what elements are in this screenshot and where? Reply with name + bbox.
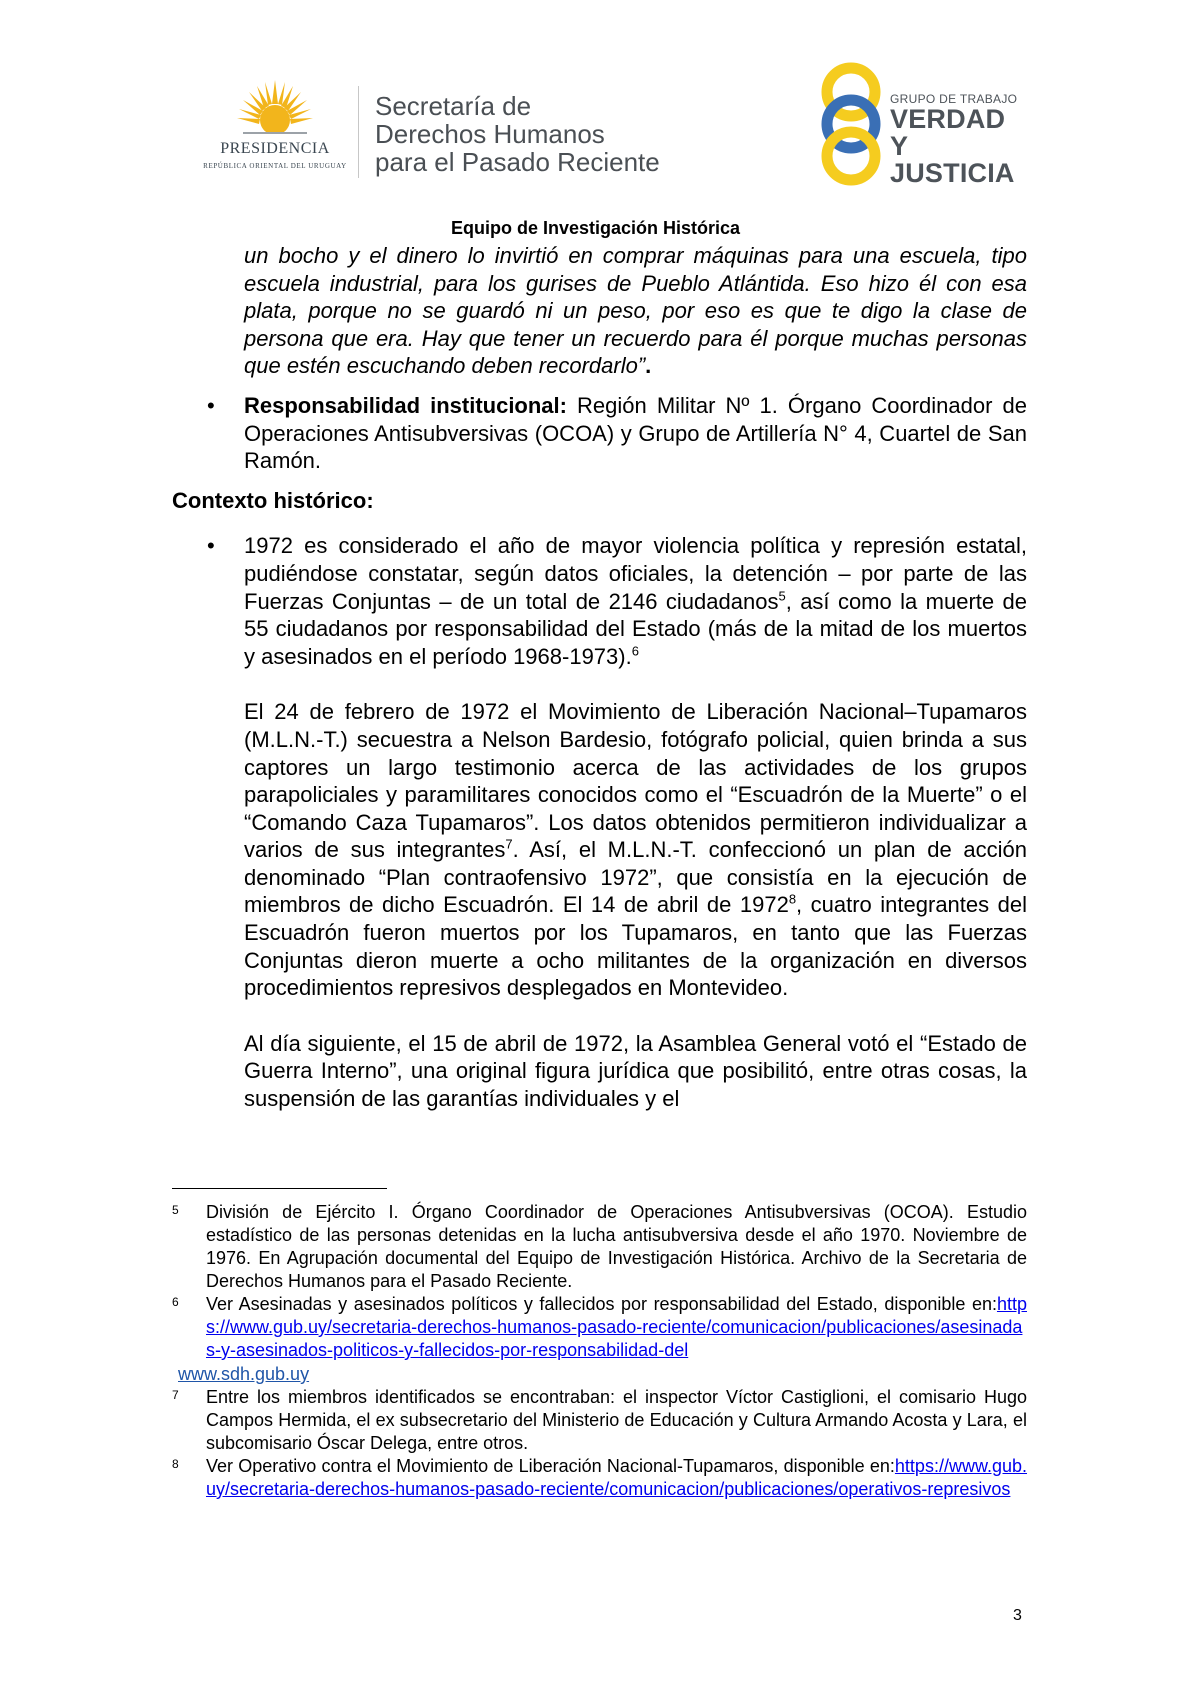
secretaria-line-2: Derechos Humanos	[375, 119, 605, 149]
footnote-text: Ver Asesinadas y asesinados políticos y fallecidos por responsabilidad del Estado, disponible en:	[206, 1294, 997, 1314]
secretaria-logo-text	[375, 92, 660, 176]
footnote-ref-6[interactable]: 6	[631, 643, 639, 659]
testimony-quote	[244, 242, 1027, 380]
bullet-icon: •	[207, 392, 215, 418]
sun-icon	[235, 78, 315, 140]
presidencia-logo	[195, 78, 355, 183]
bullet-icon: •	[207, 533, 215, 559]
footnote-ref-8[interactable]: 8	[788, 892, 797, 908]
footnotes	[172, 1201, 1027, 1501]
secretaria-line-3: para el Pasado Reciente	[375, 147, 660, 177]
footnote-8	[172, 1455, 1027, 1501]
footnote-ref-5[interactable]: 5	[778, 588, 786, 604]
footnote-5	[172, 1201, 1027, 1293]
footnote-text: Entre los miembros identificados se encontraban: el inspector Víctor Castiglioni, el comisario Hugo Campos Hermida, el ex subsecretario del Ministerio de Educación y Cultura Armando Acosta y Lara, el subcomisario Óscar Delega, entre otros.	[206, 1387, 1027, 1453]
sdh-site-link[interactable]: www.sdh.gub.uy	[178, 1364, 310, 1384]
team-title: Equipo de Investigación Histórica	[450, 218, 741, 238]
footnote-8-link[interactable]: https://www.gub.uy/secretaria-derechos-humanos-pasado-reciente/comunicacion/publicaciones/operativos-represivos	[206, 1456, 1027, 1499]
footnote-number: 8	[172, 1457, 179, 1471]
quote-text: un bocho y el dinero lo invirtió en comprar máquinas para una escuela, tipo escuela industrial, para los gurises de Pueblo Atlántida. Eso hizo él con esa plata, porque no se guardó ni un peso, por eso es que te digo la clase de persona que era. Hay que tener un recuerdo para él porque muchas personas que estén escuchando deben recordarlo”	[244, 243, 1027, 379]
grupo-line-2: VERDAD Y	[890, 104, 1006, 161]
footnote-ref-7[interactable]: 7	[505, 836, 513, 852]
responsabilidad-label: Responsabilidad institucional:	[244, 392, 567, 418]
contexto-item	[172, 532, 1027, 670]
responsabilidad-text: Región Militar Nº 1. Órgano Coordinador de Operaciones Antisubversivas (OCOA) y Grupo de Artillería N° 4, Cuartel de San Ramón.	[244, 392, 1027, 474]
quote-end: .	[645, 353, 652, 379]
logo-divider	[358, 86, 359, 178]
footnote-separator	[172, 1188, 387, 1189]
document-body	[172, 242, 1027, 1113]
responsabilidad-item	[172, 392, 1027, 475]
presidencia-name: PRESIDENCIA	[220, 140, 330, 157]
grupo-line-1: GRUPO DE TRABAJO	[890, 92, 1018, 106]
footnote-number: 6	[172, 1295, 179, 1309]
footnote-number: 7	[172, 1388, 179, 1402]
footnote-6-link[interactable]: https://www.gub.uy/secretaria-derechos-humanos-pasado-reciente/comunicacion/publicaciones/asesinadas-y-asesinados-politicos-y-fallecidos-por-responsabilidad-del	[206, 1294, 1027, 1360]
grupo-verdad-justicia-logo	[810, 62, 1030, 187]
contexto-paragraph-3: Al día siguiente, el 15 de abril de 1972, la Asamblea General votó el “Estado de Guerra Interno”, una original figura jurídica que posibilitó, entre otras cosas, la suspensión de las garantías individuales y el	[244, 1030, 1027, 1112]
contexto-paragraph-1: 1972 es considerado el año de mayor violencia política y represión estatal, pudiéndose constatar, según datos oficiales, la detención – por parte de las Fuerzas Conjuntas – de un total de 2146 ciudadanos$^5$, así como la muerte de 55 ciudadanos por responsabilidad del Estado (más de la mitad de los muertos y asesinados en el período 1968-1973).$^6$	[244, 533, 1028, 669]
grupo-text	[890, 92, 1030, 187]
footnote-number: 5	[172, 1203, 179, 1217]
secretaria-line-1: Secretaría de	[375, 91, 532, 121]
grupo-line-3: JUSTICIA	[890, 158, 1015, 188]
page-header	[0, 0, 1191, 238]
footnote-7	[172, 1386, 1027, 1455]
footnote-6	[172, 1293, 1027, 1362]
footnote-text: Ver Operativo contra el Movimiento de Liberación Nacional-Tupamaros, disponible en:	[206, 1456, 895, 1476]
contexto-paragraph-2: El 24 de febrero de 1972 el Movimiento de Liberación Nacional–Tupamaros (M.L.N.-T.) secuestra a Nelson Bardesio, fotógrafo policial, quien brinda a sus captores un largo testimonio acerca de las actividades de los grupos parapoliciales y paramilitares conocidos como el “Escuadrón de la Muerte” o el “Comando Caza Tupamaros”. Los datos obtenidos permitieron individualizar a varios de sus integrantes$^7$. Así, el M.L.N.-T. confeccionó un plan de acción denominado “Plan contraofensivo 1972”, que consistía en la ejecución de miembros de dicho Escuadrón. El 14 de abril de 1972$^8$, cuatro integrantes del Escuadrón fueron muertos por los Tupamaros, en tanto que las Fuerzas Conjuntas dieron muerte a ocho militantes de la organización en diversos procedimientos represivos desplegados en Montevideo.	[244, 699, 1028, 1001]
presidencia-subtitle: REPÚBLICA ORIENTAL DEL URUGUAY	[203, 162, 347, 170]
contexto-heading: Contexto histórico:	[172, 487, 374, 513]
page-number: 3	[1013, 1607, 1022, 1624]
footnote-text: División de Ejército I. Órgano Coordinador de Operaciones Antisubversivas (OCOA). Estudio estadístico de las personas detenidas en la lucha antisubversiva desde el año 1970. Noviembre de 1976. En Agrupación documental del Equipo de Investigación Histórica. Archivo de la Secretaria de Derechos Humanos para el Pasado Reciente.	[206, 1202, 1027, 1291]
interlocking-rings-icon	[810, 62, 892, 187]
